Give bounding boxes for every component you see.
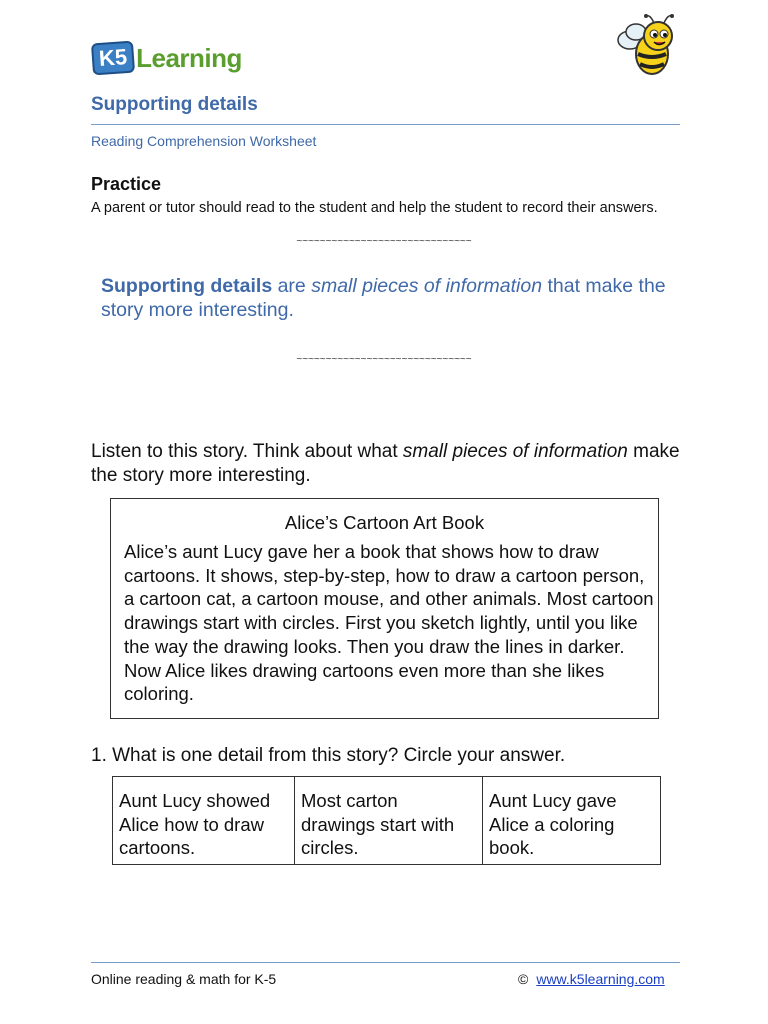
footer-divider (91, 962, 680, 963)
answer-options-table (112, 776, 661, 865)
definition (101, 274, 671, 322)
listen-after: make the story more interesting. (91, 441, 680, 486)
definition-connector: are (272, 275, 312, 297)
footer-tagline: Online reading & math for K-5 (91, 971, 277, 987)
listen-emphasis: small pieces of information (402, 441, 628, 462)
logo-word: Learning (136, 42, 242, 73)
logo-box: K5 (91, 41, 135, 76)
bee-icon (614, 10, 686, 82)
story-title: Alice’s Cartoon Art Book (284, 512, 485, 533)
separator-bottom: ~~~~~~~~~~~~~~~~~~~~~~~~~~~~~~ (296, 354, 472, 365)
definition-term: Supporting details (101, 275, 273, 297)
listen-before: Listen to this story. Think about what (91, 441, 403, 462)
separator-top: ~~~~~~~~~~~~~~~~~~~~~~~~~~~~~~ (296, 236, 472, 247)
copyright-symbol: © (518, 971, 529, 987)
page-title: Supporting details (91, 94, 258, 115)
answer-option-3[interactable]: Aunt Lucy gave Alice a coloring book. (483, 777, 661, 865)
answer-option-1[interactable]: Aunt Lucy showed Alice how to draw cartoons. (113, 777, 295, 865)
story-text: Alice’s aunt Lucy gave her a book that shows how to draw cartoons. It shows, step-by-step, how to draw a cartoon person, a cartoon cat, a cartoon mouse, and other animals. Most cartoon drawings start with circles. First you sketch lightly, until you like the way the drawing looks. Then you draw the lines in darker. Now Alice likes drawing cartoons even more than she likes coloring. (124, 541, 654, 705)
header-divider (91, 124, 680, 125)
listen-instruction (91, 440, 691, 488)
question-text: 1. What is one detail from this story? Circle your answer. (91, 745, 566, 766)
definition-emphasis: small pieces of information (311, 275, 543, 297)
definition-rest: that make the story more interesting. (101, 275, 666, 321)
page-subtitle: Reading Comprehension Worksheet (91, 133, 317, 149)
practice-heading: Practice (91, 174, 162, 194)
answer-option-2[interactable]: Most carton drawings start with circles. (295, 777, 483, 865)
website-link[interactable]: www.k5learning.com (536, 971, 665, 987)
footer-copyright (518, 971, 665, 987)
k5-logo (92, 38, 242, 78)
practice-instructions: A parent or tutor should read to the student and help the student to record their answers. (91, 200, 658, 216)
